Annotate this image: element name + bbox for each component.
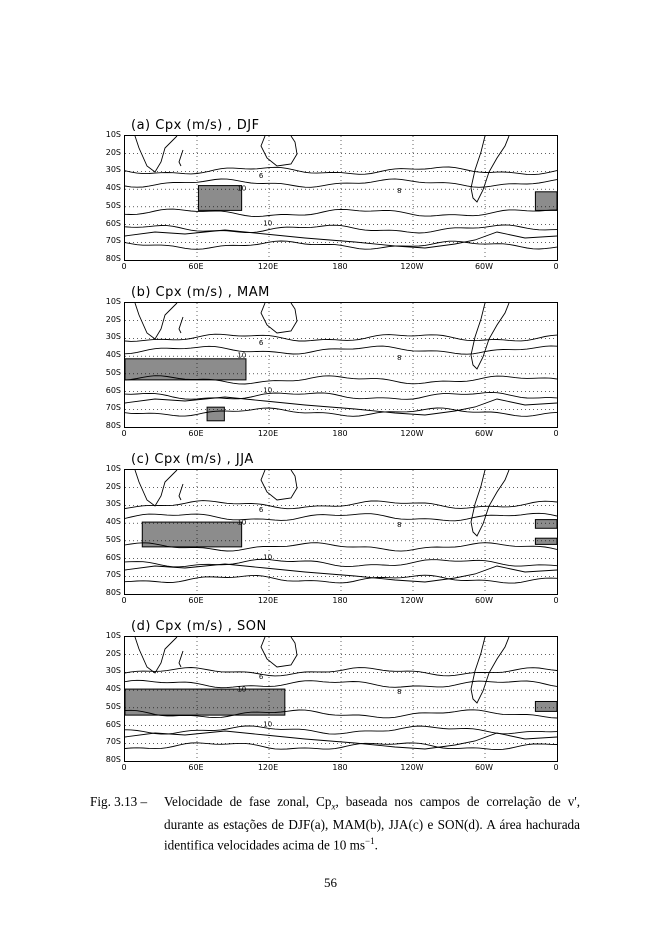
lon-label: 0 <box>121 596 127 605</box>
lon-label: 120E <box>257 763 279 772</box>
contour-label: 6 <box>258 673 264 682</box>
lon-label: 120W <box>400 262 424 271</box>
lon-label: 60E <box>188 596 204 605</box>
contour-label: 6 <box>258 172 264 181</box>
contour-label: 10 <box>237 518 247 527</box>
lat-label: 40S <box>105 350 121 360</box>
map-drawing <box>125 470 557 594</box>
shaded-region <box>125 359 246 380</box>
map-drawing <box>125 303 557 427</box>
lat-label: 50S <box>105 200 121 210</box>
lat-label: 10S <box>105 130 121 139</box>
panel-d-title: (d) Cpx (m/s) , SON <box>131 619 267 634</box>
lat-label: 50S <box>105 367 121 377</box>
panel-c-title: (c) Cpx (m/s) , JJA <box>131 452 254 467</box>
lon-label: 60W <box>474 262 494 271</box>
lat-label: 60S <box>105 385 121 395</box>
lon-label: 0 <box>121 429 127 438</box>
lat-label: 70S <box>105 236 121 246</box>
lon-label: 120W <box>400 429 424 438</box>
lat-label: 20S <box>105 314 121 324</box>
lon-label: 180 <box>332 429 348 438</box>
shaded-region <box>125 689 285 715</box>
contour-label: 8 <box>397 688 402 697</box>
contour-label: 10 <box>263 553 273 562</box>
contour-label: 6 <box>258 506 264 515</box>
coastline <box>135 303 177 339</box>
panel-d-map <box>124 636 558 762</box>
coastline <box>135 470 177 506</box>
lat-label: 50S <box>105 534 121 544</box>
panel-c-map <box>124 469 558 595</box>
lat-label: 60S <box>105 552 121 562</box>
lon-label: 60W <box>474 596 494 605</box>
coastline <box>179 150 183 166</box>
lon-label: 180 <box>332 262 348 271</box>
contour-label: 8 <box>397 187 402 196</box>
shaded-region <box>535 701 557 711</box>
coastline <box>135 136 177 172</box>
lon-label: 180 <box>332 763 348 772</box>
lat-label: 40S <box>105 684 121 694</box>
lon-label: 0 <box>553 763 559 772</box>
contour-label: 10 <box>263 219 273 228</box>
contour-line <box>125 501 557 509</box>
contour-line <box>125 743 557 750</box>
shaded-region <box>142 522 241 547</box>
lon-label: 60E <box>188 429 204 438</box>
contour-line <box>125 392 557 399</box>
lat-label: 40S <box>105 183 121 193</box>
lat-label: 30S <box>105 332 121 342</box>
lon-label: 120E <box>257 429 279 438</box>
coastline <box>135 637 177 673</box>
figure-caption <box>90 793 580 853</box>
map-drawing <box>125 136 557 260</box>
lat-label: 20S <box>105 481 121 491</box>
coastline <box>179 484 183 500</box>
coastline <box>261 136 297 166</box>
lat-label: 10S <box>105 297 121 306</box>
coastline <box>261 470 297 500</box>
caption-body: Velocidade de fase zonal, $Cp_x$, baseada nos campos de correlação de v', durante as estações de DJF(a), MAM(b), JJA(c) e SON(d). A área hachurada identifica velocidades acima de 10 $ms^{-1}$. <box>164 794 580 853</box>
page-number: 56 <box>324 875 337 890</box>
lon-label: 60W <box>474 429 494 438</box>
lat-label: 30S <box>105 499 121 509</box>
panel-a-map <box>124 135 558 261</box>
panel-a-title: (a) Cpx (m/s) , DJF <box>131 118 260 133</box>
lat-label: 30S <box>105 666 121 676</box>
panel-b-map <box>124 302 558 428</box>
contour-label: 10 <box>237 351 247 360</box>
lat-label: 20S <box>105 147 121 157</box>
lat-label: 60S <box>105 218 121 228</box>
lon-label: 60E <box>188 262 204 271</box>
lon-label: 0 <box>553 596 559 605</box>
shaded-region <box>535 538 557 544</box>
coastline <box>471 303 509 369</box>
lon-label: 0 <box>553 262 559 271</box>
lon-label: 60E <box>188 763 204 772</box>
lon-label: 120E <box>257 262 279 271</box>
coastline <box>471 136 509 202</box>
lon-label: 120W <box>400 596 424 605</box>
lat-label: 80S <box>105 588 121 597</box>
lat-label: 70S <box>105 570 121 580</box>
contour-line <box>125 668 557 676</box>
lat-label: 70S <box>105 403 121 413</box>
lat-label: 10S <box>105 464 121 473</box>
lon-label: 0 <box>121 262 127 271</box>
lat-label: 80S <box>105 421 121 430</box>
lon-label: 120W <box>400 763 424 772</box>
lon-label: 60W <box>474 763 494 772</box>
lat-label: 30S <box>105 165 121 175</box>
lat-label: 60S <box>105 719 121 729</box>
lat-label: 80S <box>105 755 121 764</box>
shaded-region <box>535 192 557 211</box>
contour-label: 8 <box>397 521 402 530</box>
lat-label: 40S <box>105 517 121 527</box>
shaded-region <box>535 520 557 529</box>
shaded-region <box>198 186 241 211</box>
panel-b-title: (b) Cpx (m/s) , MAM <box>131 285 270 300</box>
coastline <box>179 651 183 667</box>
contour-label: 10 <box>237 184 247 193</box>
coastline <box>261 637 297 667</box>
lat-label: 70S <box>105 737 121 747</box>
coastline <box>261 303 297 333</box>
lon-label: 0 <box>553 429 559 438</box>
contour-line <box>125 559 557 567</box>
lat-label: 80S <box>105 254 121 263</box>
lon-label: 0 <box>121 763 127 772</box>
coastline <box>471 637 509 703</box>
map-drawing <box>125 637 557 761</box>
contour-label: 10 <box>237 685 247 694</box>
contour-label: 10 <box>263 386 273 395</box>
lat-label: 50S <box>105 701 121 711</box>
contour-label: 8 <box>397 354 402 363</box>
caption-label: Fig. 3.13 – <box>90 794 148 809</box>
lon-label: 120E <box>257 596 279 605</box>
lon-label: 180 <box>332 596 348 605</box>
lat-label: 20S <box>105 648 121 658</box>
coastline <box>471 470 509 536</box>
coastline <box>179 317 183 333</box>
lat-label: 10S <box>105 631 121 640</box>
contour-label: 6 <box>258 339 264 348</box>
contour-label: 10 <box>263 720 273 729</box>
